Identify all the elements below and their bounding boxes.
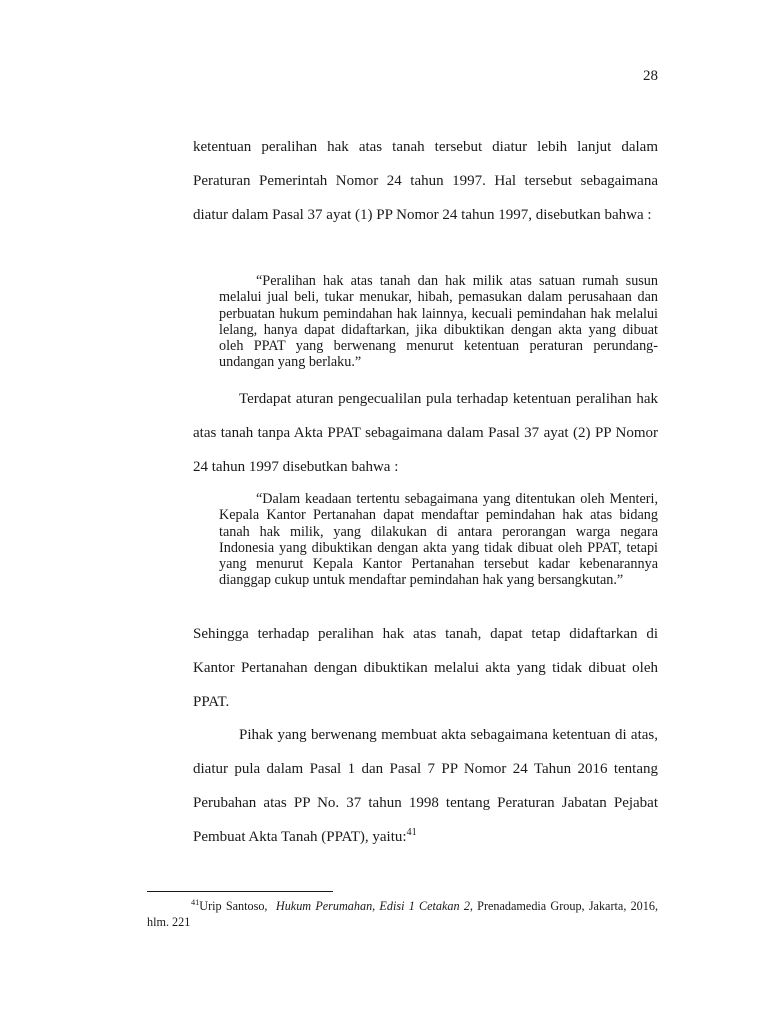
block-quote-pasal-37-ayat-1: “Peralihan hak atas tanah dan hak milik atas satuan rumah susun melalui jual beli, tukar menukar, hibah, pemasukan dalam perusahaan dan perbuatan hukum pemindahan hak lainnya, kecuali pemindahan hak melalui lelang, hanya dapat didaftarkan, jika dibuktikan dengan akta yang dibuat oleh PPAT yang berwenang menurut ketentuan peraturan perundang-undangan yang berlaku.” bbox=[219, 273, 658, 371]
paragraph-sehingga: Sehingga terhadap peralihan hak atas tanah, dapat tetap didaftarkan di Kantor Pertanahan dengan dibuktikan melalui akta yang tidak dibuat oleh PPAT. bbox=[193, 626, 658, 710]
footnote-marker: 41 bbox=[191, 897, 200, 907]
footnote-publication: , Prenadamedia Group, Jakarta, 2016, hlm. 221 bbox=[147, 899, 658, 929]
paragraph-intro: ketentuan peralihan hak atas tanah tersebut diatur lebih lanjut dalam Peraturan Pemerintah Nomor 24 tahun 1997. Hal tersebut sebagaimana diatur dalam Pasal 37 ayat (1) PP Nomor 24 tahun 1997, disebutkan bahwa : bbox=[193, 139, 658, 223]
paragraph-pihak-berwenang-text: Pihak yang berwenang membuat akta sebagaimana ketentuan di atas, diatur pula dalam Pasal 1 dan Pasal 7 PP Nomor 24 Tahun 2016 tentang Perubahan atas PP No. 37 tahun 1998 tentang Peraturan Jabatan Pejabat Pembuat Akta Tanah (PPAT), yaitu: bbox=[193, 727, 658, 845]
page-number: 28 bbox=[643, 68, 658, 84]
paragraph-pihak-berwenang bbox=[193, 718, 658, 854]
footnote-separator bbox=[147, 891, 333, 892]
footnote-41 bbox=[147, 898, 658, 930]
footnote-author: Urip Santoso, bbox=[199, 899, 268, 913]
block-quote-pasal-37-ayat-2: “Dalam keadaan tertentu sebagaimana yang ditentukan oleh Menteri, Kepala Kantor Pertanahan dapat mendaftar pemindahan hak atas bidang tanah hak milik, yang dilakukan di antara perorangan warga negara Indonesia yang dibuktikan dengan akta yang tidak dibuat oleh PPAT, tetapi yang menurut Kepala Kantor Pertanahan tersebut kadar kebenarannya dianggap cukup untuk mendaftar pemindahan hak yang bersangkutan.” bbox=[219, 491, 658, 589]
paragraph-pengecualian: Terdapat aturan pengecualilan pula terhadap ketentuan peralihan hak atas tanah tanpa Akta PPAT sebagaimana dalam Pasal 37 ayat (2) PP Nomor 24 tahun 1997 disebutkan bahwa : bbox=[193, 391, 658, 475]
footnote-reference[interactable]: 41 bbox=[406, 827, 417, 838]
footnote-book-title: Hukum Perumahan, Edisi 1 Cetakan 2 bbox=[275, 899, 470, 913]
